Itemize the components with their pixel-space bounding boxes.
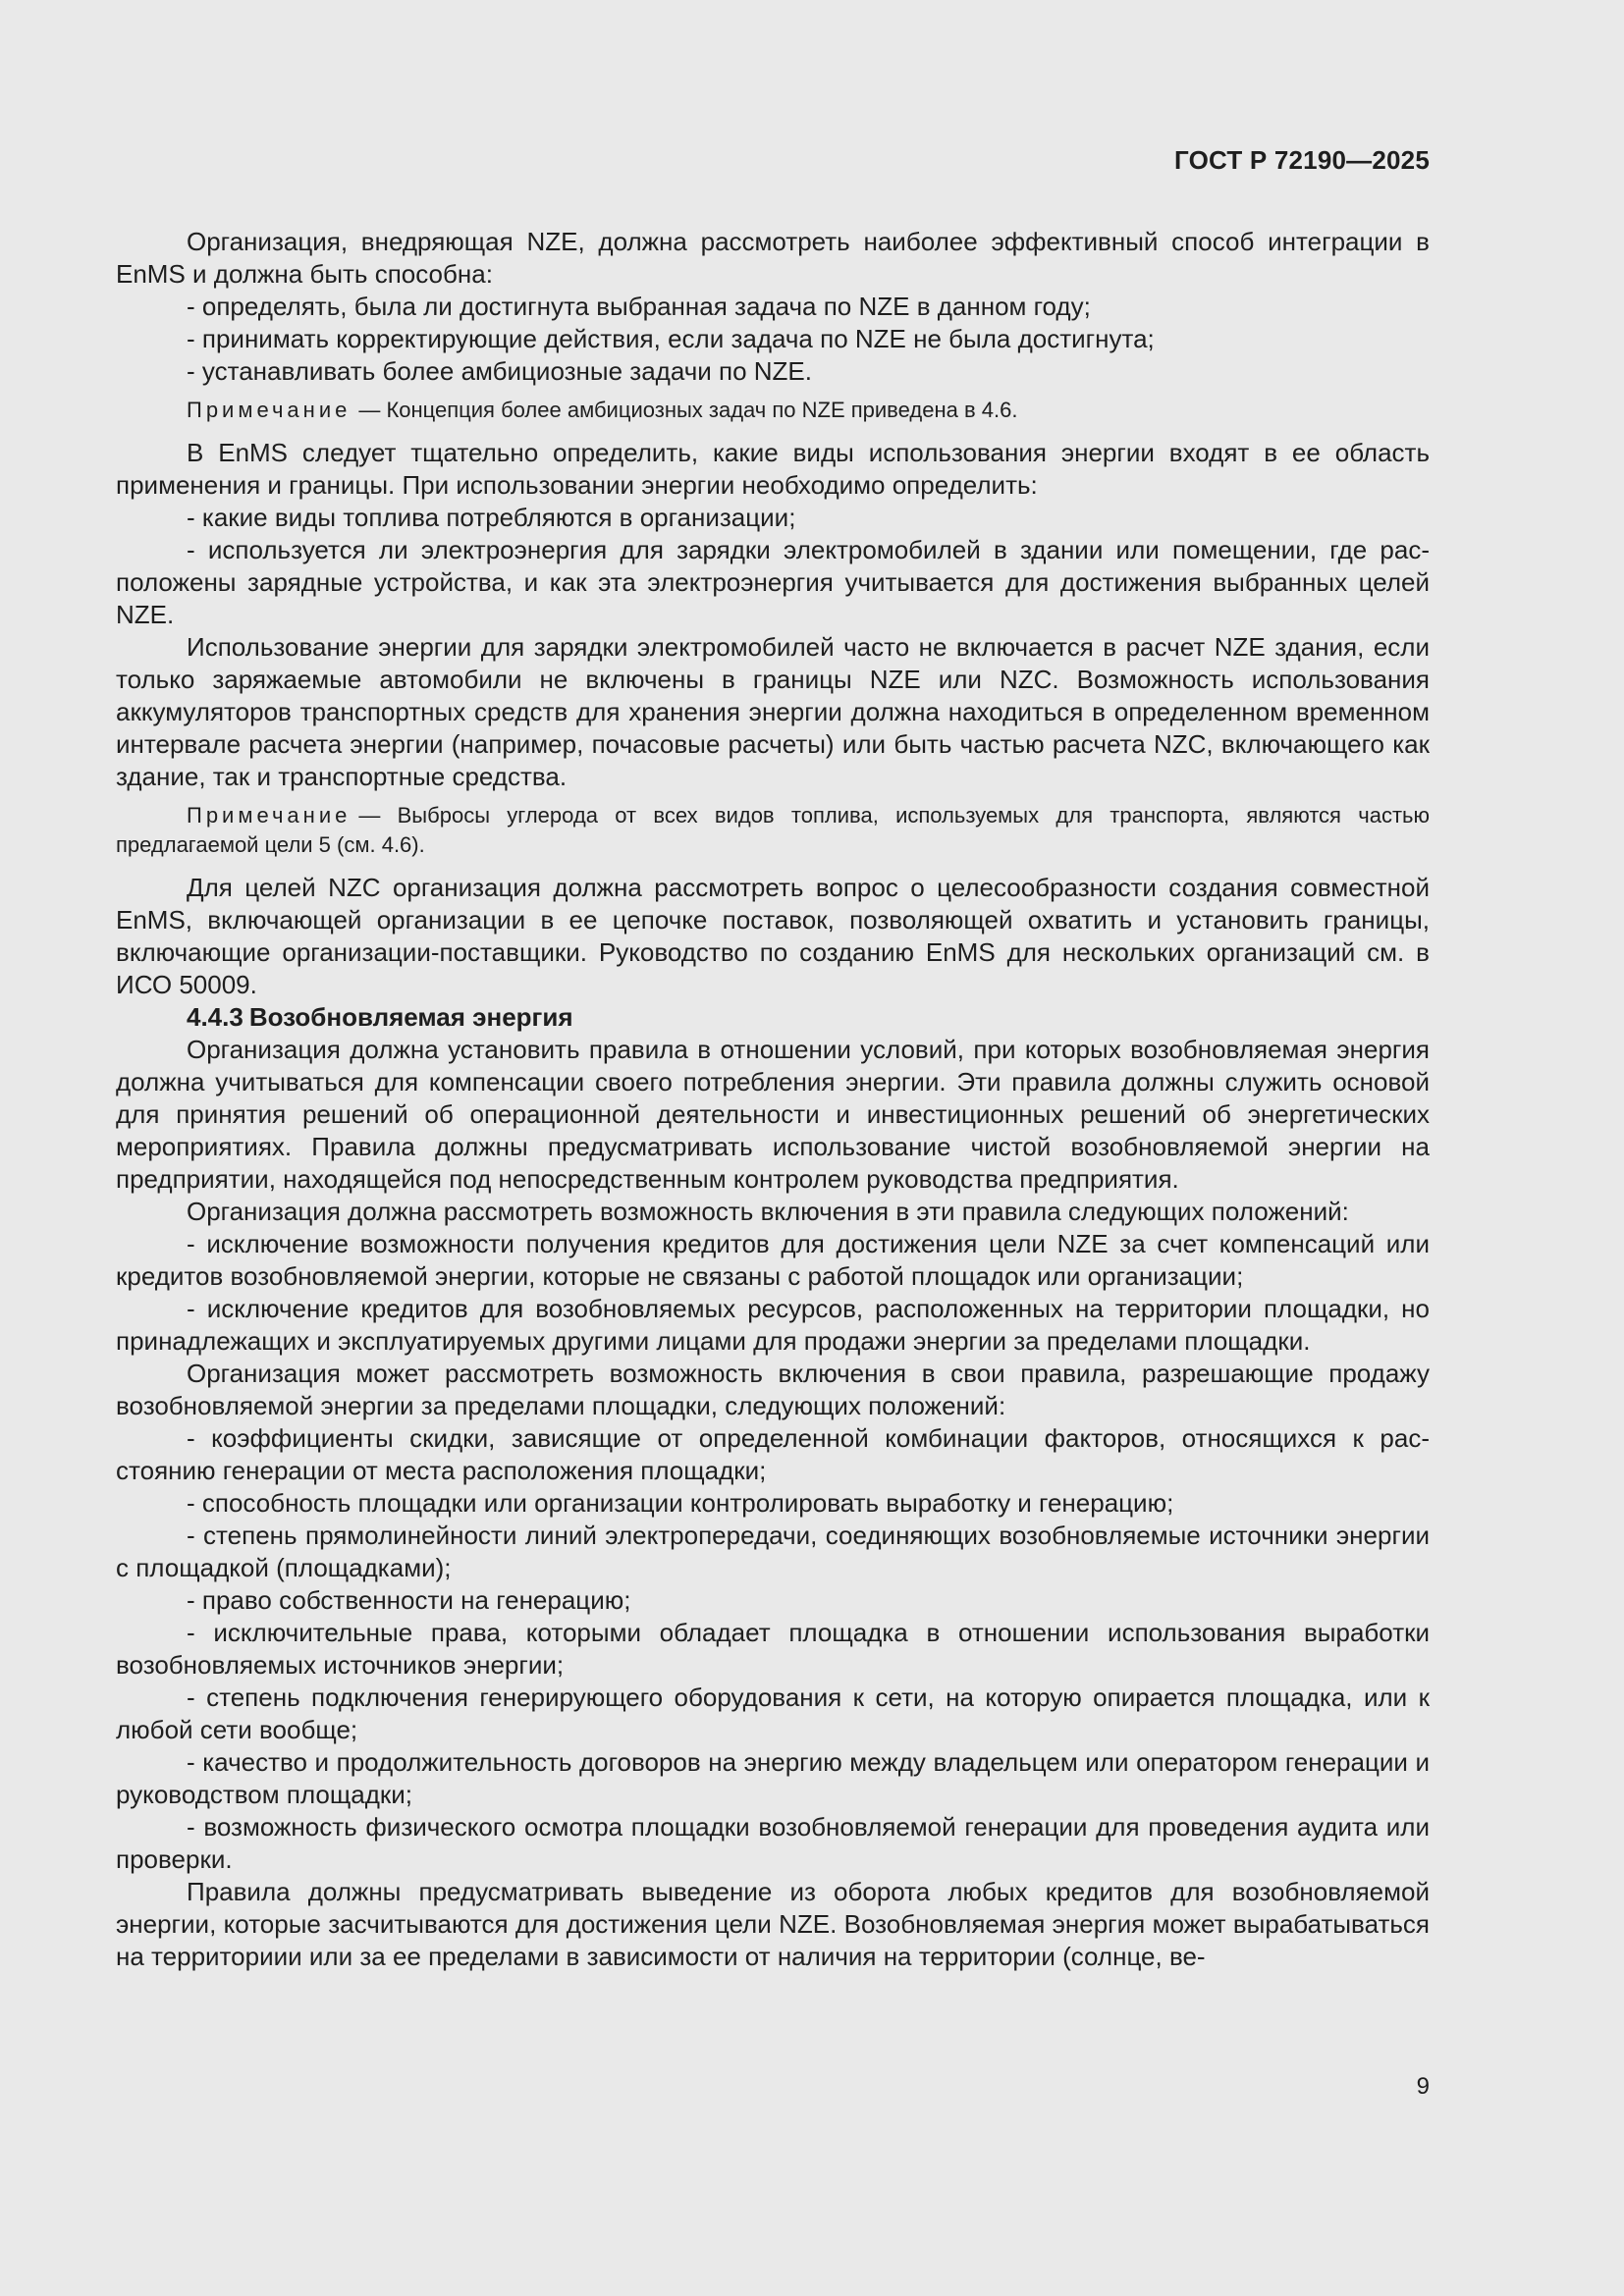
note-text: — Выбросы углерода от всех видов топлива, используемых для транспорта, являются частью предлагаемой цели 5 (см. 4.6).: [116, 803, 1430, 857]
list-item: - используется ли электроэнергия для зарядки электромобилей в здании или помещении, где расположены зарядные устройства, и как эта электроэнергия учитывается для достижения выбранных целей NZE.: [116, 535, 1430, 629]
list-item: - возможность физического осмотра площадки возобновляемой генерации для проведения аудита или проверки.: [116, 1812, 1430, 1874]
document-id-header: ГОСТ Р 72190—2025: [1174, 145, 1430, 175]
body-paragraph: Для целей NZC организация должна рассмотреть вопрос о целесообразности создания совместной EnMS, включающей организации в ее цепочке поставок, позволяющей охватить и установить границы, включающие организации-поставщики. Руководство по созданию EnMS для нескольких организаций см. в ИСО 50009.: [116, 873, 1430, 999]
section-number: 4.4.3: [187, 1002, 244, 1032]
note-label: Примечание: [187, 398, 352, 422]
list-item: - способность площадки или организации контролировать выработку и генерацию;: [187, 1488, 1174, 1518]
list-item: - определять, была ли достигнута выбранная задача по NZE в данном году;: [187, 292, 1091, 321]
list-item: - степень подключения генерирующего оборудования к сети, на которую опирается площадка, или к любой сети вообще;: [116, 1682, 1430, 1744]
body-paragraph: Организация может рассмотреть возможность включения в свои правила, разрешающие продажу возобновляемой энергии за пределами площадки, следующих положений:: [116, 1359, 1430, 1420]
list-item: - качество и продолжительность договоров на энергию между владельцем или оператором генерации и руководством площадки;: [116, 1747, 1430, 1809]
list-item: - степень прямолинейности линий электропередачи, соединяющих возобновляемые источники энергии с площадкой (площадками);: [116, 1521, 1430, 1582]
body-paragraph: Организация должна установить правила в отношении условий, при которых возобновляемая энергия должна учитываться для компенсации своего потребления энергии. Эти правила должны служить основой для принятия решений об операционной деятельности и инвестиционных решений об энергетических мероприятиях. Правила должны предусматривать использование чистой возобновляемой энергии на предприятии, находящейся под непосредственным контролем руководства предприятия.: [116, 1035, 1430, 1194]
list-item: - исключительные права, которыми обладает площадка в отношении использования выработки возобновляемых источников энергии;: [116, 1618, 1430, 1680]
note-paragraph: [116, 396, 1430, 425]
body-paragraph: Использование энергии для зарядки электромобилей часто не включается в расчет NZE здания, если только заряжаемые автомобили не включены в границы NZE или NZC. Возможность использования аккумуляторов транспортных средств для хранения энергии должна находиться в определенном временном интервале расчета энергии (например, почасовые расчеты) или быть частью расчета NZC, включающего как здание, так и транспортные средства.: [116, 632, 1430, 791]
body-paragraph: Правила должны предусматривать выведение из оборота любых кредитов для возобновляемой энергии, которые засчитываются для достижения цели NZE. Возобновляемая энергия может вырабатываться на территориии или за ее пределами в зависимости от наличия на территории (солнце, ве-: [116, 1877, 1430, 1971]
list-item: - право собственности на генерацию;: [187, 1585, 631, 1615]
body-paragraph: Организация должна рассмотреть возможность включения в эти правила следующих положений:: [187, 1197, 1349, 1226]
body-paragraph: Организация, внедряющая NZE, должна рассмотреть наиболее эффективный способ интеграции в EnMS и должна быть способна:: [116, 227, 1430, 289]
section-heading: [116, 1001, 1430, 1034]
list-item: - исключение возможности получения кредитов для достижения цели NZE за счет компенсаций или кредитов возобновляемой энергии, которые не связаны с работой площадок или организации;: [116, 1229, 1430, 1291]
body-paragraph: В EnMS следует тщательно определить, какие виды использования энергии входят в ее область применения и границы. При использовании энергии необходимо определить:: [116, 438, 1430, 500]
note-label: Примечание: [187, 803, 352, 828]
list-item: - коэффициенты скидки, зависящие от определенной комбинации факторов, относящихся к расстоянию генерации от места расположения площадки;: [116, 1423, 1430, 1485]
page-number: 9: [1416, 2073, 1430, 2100]
list-item: - принимать корректирующие действия, если задача по NZE не была достигнута;: [187, 324, 1155, 353]
note-text: — Концепция более амбициозных задач по NZE приведена в 4.6.: [358, 398, 1018, 422]
section-title: Возобновляемая энергия: [248, 1002, 573, 1032]
list-item: - устанавливать более амбициозные задачи по NZE.: [187, 356, 812, 386]
list-item: - исключение кредитов для возобновляемых ресурсов, расположенных на территории площадки, но принадлежащих и эксплуатируемых другими лицами для продажи энергии за пределами площадки.: [116, 1294, 1430, 1356]
note-paragraph: [116, 801, 1430, 860]
document-body: [116, 226, 1430, 1973]
list-item: - какие виды топлива потребляются в организации;: [187, 503, 796, 532]
